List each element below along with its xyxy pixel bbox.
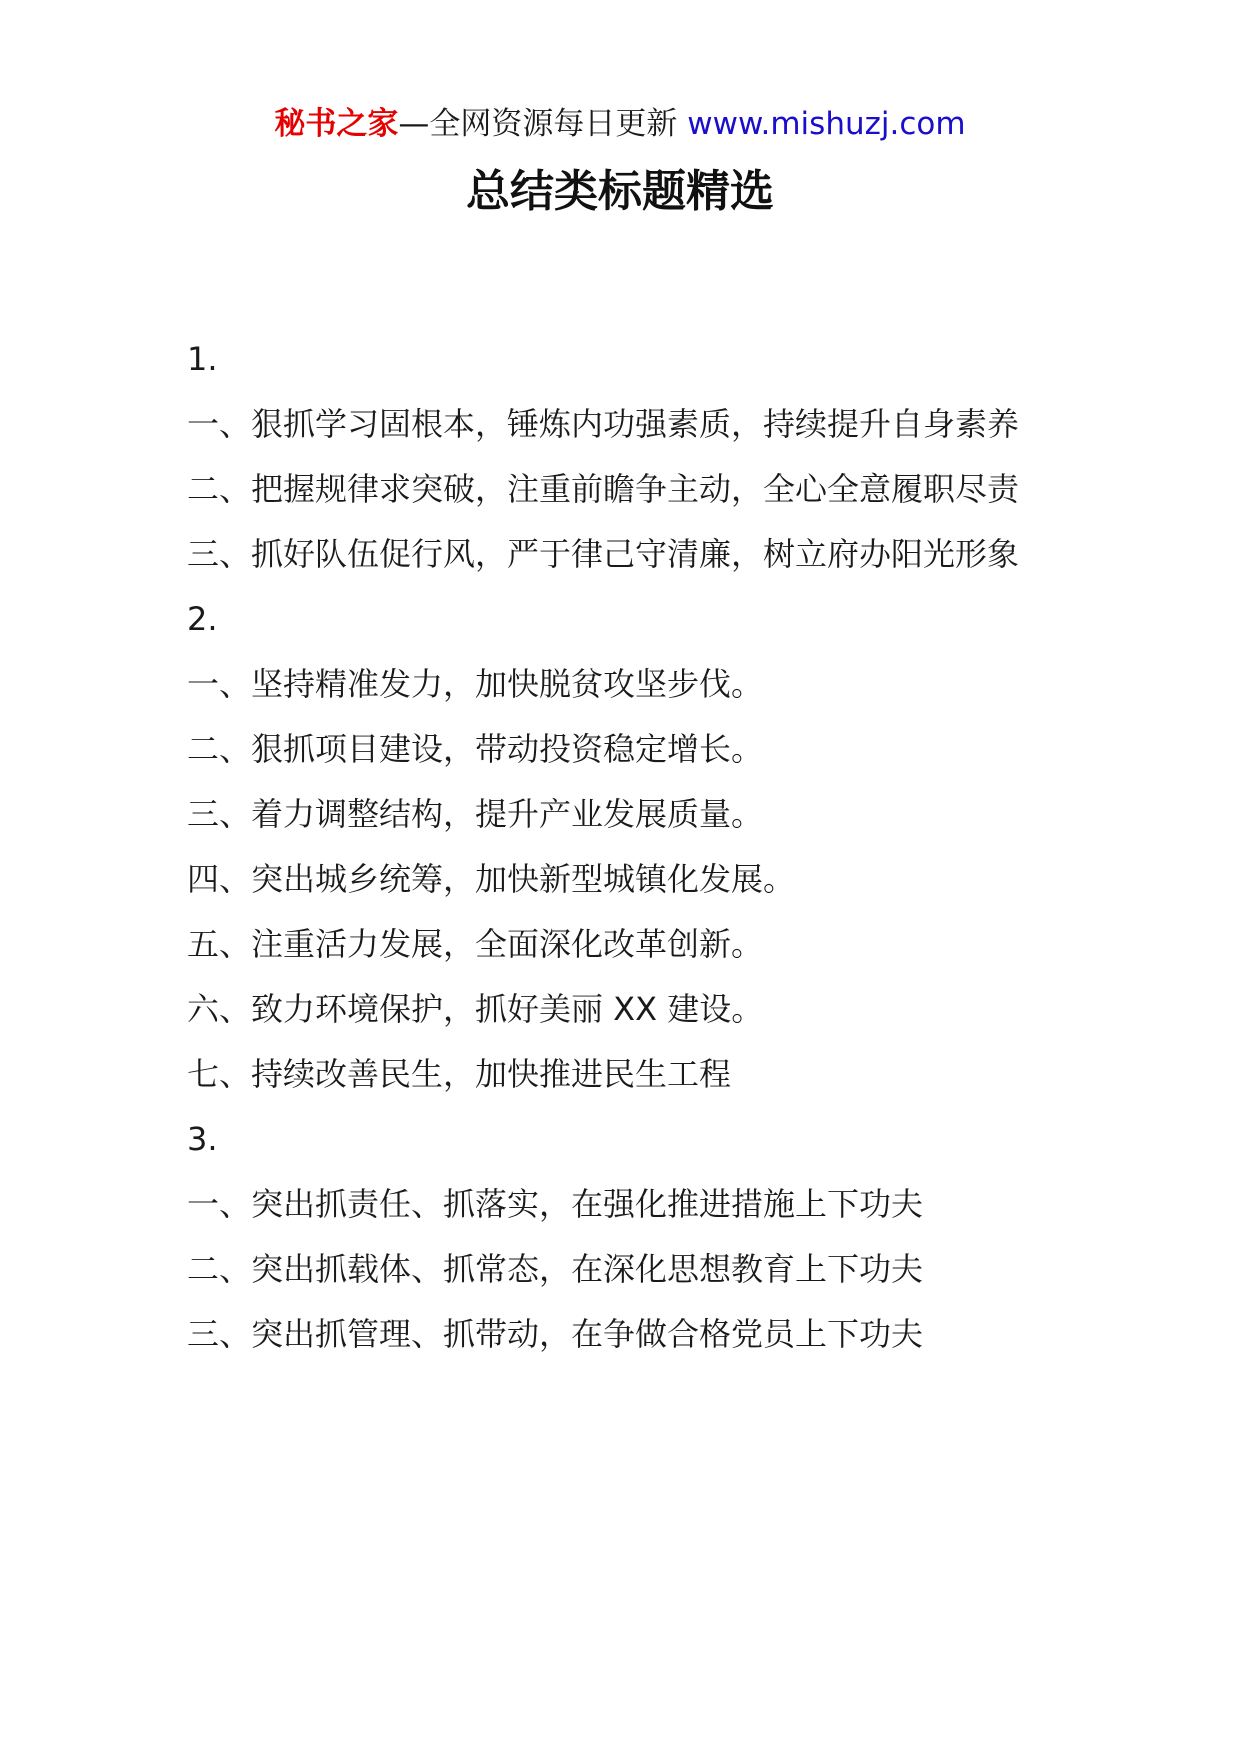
list-item: 三、着力调整结构，提升产业发展质量。 bbox=[187, 795, 764, 833]
list-item: 四、突出城乡统筹，加快新型城镇化发展。 bbox=[187, 860, 796, 898]
list-item: 一、狠抓学习固根本，锤炼内功强素质，持续提升自身素养 bbox=[187, 405, 1020, 443]
list-item: 三、抓好队伍促行风，严于律己守清廉，树立府办阳光形象 bbox=[187, 535, 1020, 573]
list-item: 七、持续改善民生，加快推进民生工程 bbox=[187, 1055, 732, 1093]
document-body bbox=[187, 327, 1067, 1367]
list-item: 二、狠抓项目建设，带动投资稳定增长。 bbox=[187, 730, 764, 768]
list-item: 二、把握规律求突破，注重前瞻争主动，全心全意履职尽责 bbox=[187, 470, 1020, 508]
document-title: 总结类标题精选 bbox=[466, 166, 774, 217]
section-number-2: 2. bbox=[187, 600, 218, 638]
section-number-3: 3. bbox=[187, 1120, 218, 1158]
site-url-link[interactable]: www.mishuzj.com bbox=[687, 106, 966, 142]
list-item: 五、注重活力发展，全面深化改革创新。 bbox=[187, 925, 764, 963]
header-tagline: —全网资源每日更新 bbox=[398, 106, 688, 142]
section-number-1: 1. bbox=[187, 340, 218, 378]
list-item: 六、致力环境保护，抓好美丽 XX 建设。 bbox=[187, 990, 764, 1028]
list-item: 三、突出抓管理、抓带动，在争做合格党员上下功夫 bbox=[187, 1315, 924, 1353]
site-header bbox=[0, 104, 1240, 144]
list-item: 一、坚持精准发力，加快脱贫攻坚步伐。 bbox=[187, 665, 764, 703]
brand-name: 秘书之家 bbox=[274, 106, 399, 142]
list-item: 一、突出抓责任、抓落实，在强化推进措施上下功夫 bbox=[187, 1185, 924, 1223]
list-item: 二、突出抓载体、抓常态，在深化思想教育上下功夫 bbox=[187, 1250, 924, 1288]
